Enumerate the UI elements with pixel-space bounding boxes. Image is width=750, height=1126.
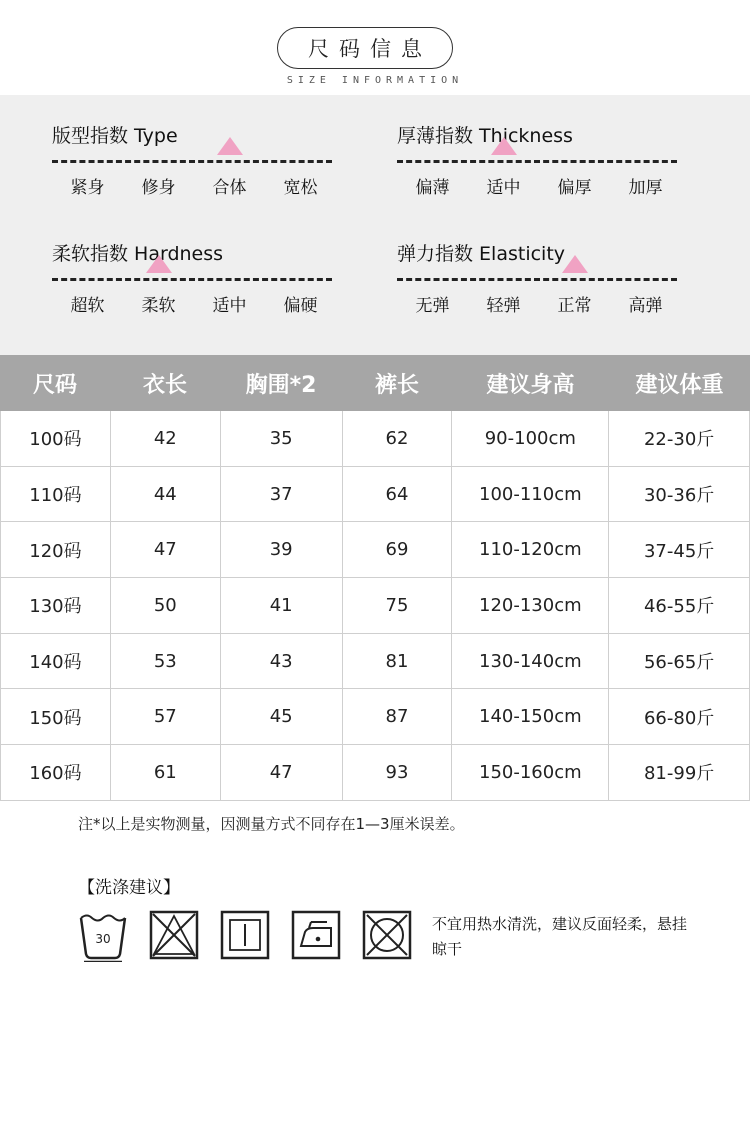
index-option: 适中 [212,296,247,316]
page-title: 尺码信息 [308,37,432,61]
cell-size: 150码 [1,689,111,744]
cell-height: 150-160cm [452,745,609,800]
page-subtitle: SIZE INFORMATION [286,75,464,86]
table-row [1,634,750,690]
index-marker [146,255,172,273]
table-row [1,578,750,634]
cell-height: 140-150cm [452,689,609,744]
wash-section-title: 【洗涤建议】 [78,878,180,898]
cell-weight: 66-80斤 [609,689,750,744]
index-scale-line [397,278,677,281]
column-header-chest: 胸围*2 [245,372,317,398]
index-option: 紧身 [70,178,105,198]
index-option: 偏薄 [415,178,450,198]
index-title: 版型指数 Type [52,125,178,147]
cell-size: 160码 [1,745,111,800]
column-header-pants-length: 裤长 [374,372,419,398]
cell-height: 130-140cm [452,634,609,689]
cell-height: 120-130cm [452,578,609,633]
index-scale-line [397,160,677,163]
column-header-height: 建议身高 [486,372,575,398]
index-option: 超软 [70,296,105,316]
hardness-index [52,239,352,339]
cell-weight: 56-65斤 [609,634,750,689]
index-option: 适中 [486,178,521,198]
no-tumble-dry-icon [362,910,412,962]
table-body [0,411,750,801]
cell-weight: 22-30斤 [609,411,750,466]
column-header-size: 尺码 [32,372,77,398]
title-pill [277,27,453,69]
wash-temperature: 30 [95,932,111,946]
cell-chest: 39 [221,522,343,577]
cell-chest: 41 [221,578,343,633]
measurement-note: 注*以上是实物测量，因测量方式不同存在1—3厘米误差。 [78,815,465,833]
cell-top-length: 61 [111,745,221,800]
cell-chest: 43 [221,634,343,689]
cell-size: 100码 [1,411,111,466]
elasticity-index [397,239,697,339]
cell-chest: 45 [221,689,343,744]
cell-chest: 47 [221,745,343,800]
index-marker [562,255,588,273]
hang-dry-icon [220,910,270,962]
index-option: 轻弹 [486,296,521,316]
index-option: 偏硬 [283,296,318,316]
index-option: 正常 [557,296,592,316]
index-marker [217,137,243,155]
cell-size: 140码 [1,634,111,689]
cell-top-length: 47 [111,522,221,577]
index-option: 宽松 [283,178,318,198]
column-header-top-length: 衣长 [142,372,187,398]
index-option: 高弹 [628,296,663,316]
table-row [1,411,750,467]
cell-top-length: 57 [111,689,221,744]
size-table [0,355,750,801]
cell-pants-length: 62 [343,411,453,466]
wash-icons [78,910,418,964]
table-row [1,745,750,801]
cell-size: 130码 [1,578,111,633]
cell-size: 110码 [1,467,111,522]
index-scale-line [52,278,332,281]
fabric-index-panel [0,95,750,355]
cell-top-length: 44 [111,467,221,522]
cell-chest: 37 [221,467,343,522]
iron-low-icon [291,910,341,962]
index-option: 偏厚 [557,178,592,198]
wash-30-icon [78,910,128,962]
cell-pants-length: 87 [343,689,453,744]
column-header-weight: 建议体重 [635,372,724,398]
index-option: 加厚 [628,178,663,198]
cell-height: 110-120cm [452,522,609,577]
cell-weight: 37-45斤 [609,522,750,577]
index-option: 无弹 [415,296,450,316]
cell-weight: 30-36斤 [609,467,750,522]
thickness-index [397,121,697,221]
index-title: 弹力指数 Elasticity [397,243,566,265]
wash-instructions: 不宜用热水清洗，建议反面轻柔，悬挂晾干 [432,915,688,958]
cell-height: 100-110cm [452,467,609,522]
cell-pants-length: 93 [343,745,453,800]
table-row [1,689,750,745]
no-bleach-icon [149,910,199,962]
cell-pants-length: 69 [343,522,453,577]
index-title: 柔软指数 Hardness [52,243,224,265]
size-info-header [0,0,750,95]
index-title: 厚薄指数 Thickness [397,125,573,147]
index-scale-line [52,160,332,163]
table-row [1,522,750,578]
cell-weight: 81-99斤 [609,745,750,800]
cell-size: 120码 [1,522,111,577]
cell-weight: 46-55斤 [609,578,750,633]
cell-top-length: 42 [111,411,221,466]
type-index [52,121,352,221]
index-option: 柔软 [141,296,176,316]
cell-top-length: 53 [111,634,221,689]
table-header-row [0,355,750,411]
cell-pants-length: 64 [343,467,453,522]
cell-pants-length: 75 [343,578,453,633]
index-option: 修身 [141,178,176,198]
index-marker [491,137,517,155]
cell-pants-length: 81 [343,634,453,689]
cell-height: 90-100cm [452,411,609,466]
index-option: 合体 [212,178,247,198]
cell-top-length: 50 [111,578,221,633]
cell-chest: 35 [221,411,343,466]
table-row [1,467,750,523]
